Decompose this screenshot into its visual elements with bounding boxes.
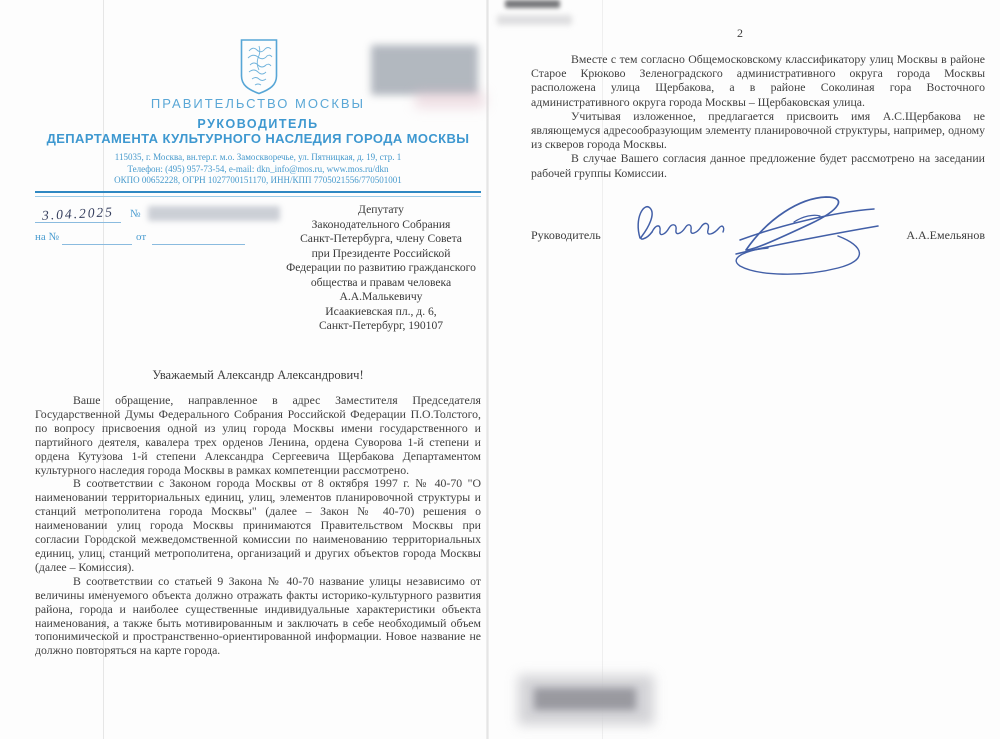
paragraph: Ваше обращение, направленное в адрес Заместителя Председателя Государственной Думы Федерального Собрания Российской Федерации П.О.Толстого, по вопросу присвоения одной из улиц города Москвы имени государственного и партийного деятеля, кавалера трех орденов Ленина, ордена Суворова 1-й степени и ордена Кутузова 1-й степени Александра Сергеевича Щербакова Департаментом культурного наследия города Москвы в рамках компетенции рассмотрено.	[35, 393, 481, 477]
letterhead-contacts	[35, 152, 481, 187]
signer-position: Руководитель	[531, 228, 601, 242]
recipient-line: Санкт-Петербург, 190107	[318, 319, 444, 332]
letterhead-phone-email: Телефон: (495) 957-73-54, e-mail: dkn_info@mos.ru, www.mos.ru/dkn	[127, 163, 389, 174]
sender-department: ДЕПАРТАМЕНТА КУЛЬТУРНОГО НАСЛЕДИЯ ГОРОДА МОСКВЫ	[46, 131, 470, 146]
recipient-line: Депутату	[358, 203, 404, 216]
from-date-underline	[152, 232, 245, 245]
salutation: Уважаемый Александр Александрович!	[152, 368, 364, 382]
recipient-line: Законодательного Собрания	[311, 217, 451, 231]
letterhead-codes: ОКПО 00652228, ОГРН 1027700151170, ИНН/КПП 7705021556/770501001	[114, 175, 402, 186]
page-fold-shadow	[486, 0, 489, 739]
recipient-line: А.А.Малькевичу	[339, 290, 423, 303]
recipient-line: Федерации по развитию гражданского	[286, 261, 476, 274]
from-label: от	[136, 231, 147, 243]
recipient-line: при Президенте Российской	[311, 246, 451, 260]
handwritten-date: 3.04.2025	[41, 204, 115, 223]
page-number: 2	[737, 26, 743, 40]
signer-name: А.А.Емельянов	[906, 228, 985, 242]
redacted-bottom-stamp-core	[534, 688, 636, 710]
recipient-line: Исаакиевская пл., д. 6,	[325, 304, 437, 318]
redacted-top-edge-mark	[505, 0, 560, 8]
date-underline	[35, 210, 121, 223]
reply-to-label: на №	[35, 231, 60, 243]
paragraph: В соответствии с Законом города Москвы от 8 октября 1997 г. № 40-70 "О наименовании территориальных единиц, улиц, элементов планировочной структуры и станций метрополитена города Москвы" (далее – Закон № 40-70) решения о наименовании улиц города Москвы принимаются Правительством Москвы при согласии Городской межведомственной комиссии по наименованию территориальных единиц, улиц, станций метрополитена, организаций и других объектов города Москвы (далее – Комиссия).	[35, 476, 481, 574]
government-name: ПРАВИТЕЛЬСТВО МОСКВЫ	[150, 96, 366, 111]
redacted-registration-stamp	[371, 45, 478, 95]
letterhead-address: 115035, г. Москва, вн.тер.г. м.о. Замоскворечье, ул. Пятницкая, д. 19, стр. 1	[114, 152, 402, 162]
paragraph: В случае Вашего согласия данное предложение будет рассмотрено на заседании рабочей группы Комиссии.	[531, 151, 985, 180]
paragraph: Учитывая изложенное, предлагается присвоить имя А.С.Щербакова не являющемуся адресообразующим элементу планировочной структуры, например, одному из скверов города Москвы.	[531, 108, 985, 152]
paragraph: Вместе с тем согласно Общемосковскому классификатору улиц Москвы в районе Старое Крюково Зеленоградского административного округа города Москвы расположена улица Щербакова, а в районе Соколиная гора Восточного административного округа города Москвы – Щербаковская улица.	[531, 52, 985, 109]
letterhead-divider	[35, 191, 481, 197]
reply-number-underline	[62, 232, 132, 245]
letter-body-page2	[531, 52, 985, 180]
recipient-block	[276, 203, 486, 334]
faint-scan-mark	[497, 15, 572, 25]
letter-body-page1	[35, 368, 481, 658]
signature-row	[531, 228, 985, 243]
recipient-line: Санкт-Петербурга, члену Совета	[300, 232, 462, 245]
paragraph: В соответствии со статьей 9 Закона № 40-70 название улицы независимо от величины именуемого объекта должно отражать факты историко-культурного развития района, города и наиболее существенные индивидуальные характеристики объекта наименования, а также быть мотивированным и заключать в себе необходимый объем топонимической и пространственно-ориентированной информации. Новое название не должно повторяться на карте города.	[35, 573, 481, 658]
number-sign-label: №	[130, 208, 141, 220]
redacted-outgoing-number	[148, 206, 280, 221]
moscow-emblem-icon	[239, 38, 279, 96]
recipient-line: общества и правам человека	[310, 275, 452, 289]
sender-position: РУКОВОДИТЕЛЬ	[197, 117, 319, 131]
